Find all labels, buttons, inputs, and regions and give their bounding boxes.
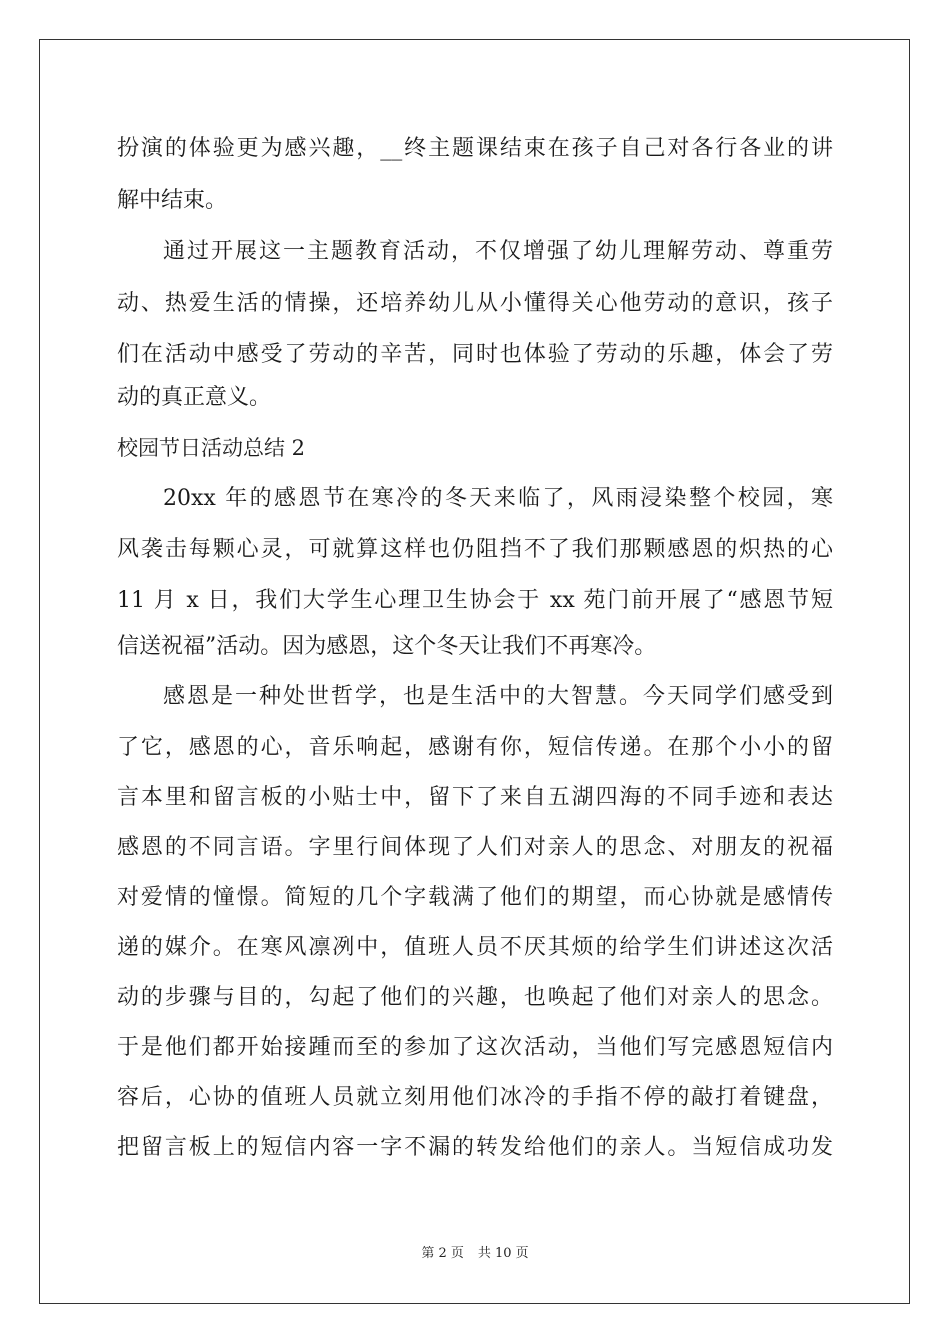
text-line: 动、热爱生活的情操，还培养幼儿从小懂得关心他劳动的意识，孩子 [117, 291, 833, 316]
paragraph-first-line: 感恩是一种处世哲学，也是生活中的大智慧。今天同学们感受到 [163, 684, 833, 709]
text-line: 11 月 x 日，我们大学生心理卫生协会于 xx 苑门前开展了“感恩节短 [117, 588, 833, 613]
text-line: 言本里和留言板的小贴士中，留下了来自五湖四海的不同手迹和表达 [117, 785, 833, 810]
text-line: 容后，心协的值班人员就立刻用他们冰冷的手指不停的敲打着键盘， [117, 1085, 833, 1110]
text-line: 动的真正意义。 [117, 385, 272, 410]
paragraph-first-line: 20xx 年的感恩节在寒冷的冬天来临了，风雨浸染整个校园，寒 [163, 486, 833, 511]
text-line: 把留言板上的短信内容一字不漏的转发给他们的亲人。当短信成功发 [117, 1135, 833, 1160]
text-line: 动的步骤与目的，勾起了他们的兴趣，也唤起了他们对亲人的思念。 [117, 985, 833, 1010]
text-line: 信送祝福”活动。因为感恩，这个冬天让我们不再寒冷。 [117, 634, 657, 659]
text-line: 于是他们都开始接踵而至的参加了这次活动，当他们写完感恩短信内 [117, 1035, 833, 1060]
text-line: 风袭击每颗心灵，可就算这样也仍阻挡不了我们那颗感恩的炽热的心 [117, 537, 833, 562]
section-heading: 校园节日活动总结 2 [117, 436, 306, 460]
text-line: 递的媒介。在寒风凛冽中，值班人员不厌其烦的给学生们讲述这次活 [117, 935, 833, 960]
page-footer [0, 1244, 950, 1264]
text-line: 扮演的体验更为感兴趣，__终主题课结束在孩子自己对各行各业的讲 [117, 136, 833, 161]
text-line: 感恩的不同言语。字里行间体现了人们对亲人的思念、对朋友的祝福 [117, 835, 833, 860]
page-border [39, 39, 910, 1304]
text-line: 们在活动中感受了劳动的辛苦，同时也体验了劳动的乐趣，体会了劳 [117, 342, 833, 367]
text-line: 了它，感恩的心，音乐响起，感谢有你，短信传递。在那个小小的留 [117, 735, 833, 760]
page-total: 共 10 页 [477, 1246, 529, 1261]
text-line: 解中结束。 [117, 188, 228, 213]
paragraph-first-line: 通过开展这一主题教育活动，不仅增强了幼儿理解劳动、尊重劳 [163, 239, 833, 264]
page-number: 第 2 页 [421, 1246, 464, 1261]
text-line: 对爱情的憧憬。简短的几个字载满了他们的期望，而心协就是感情传 [117, 885, 833, 910]
